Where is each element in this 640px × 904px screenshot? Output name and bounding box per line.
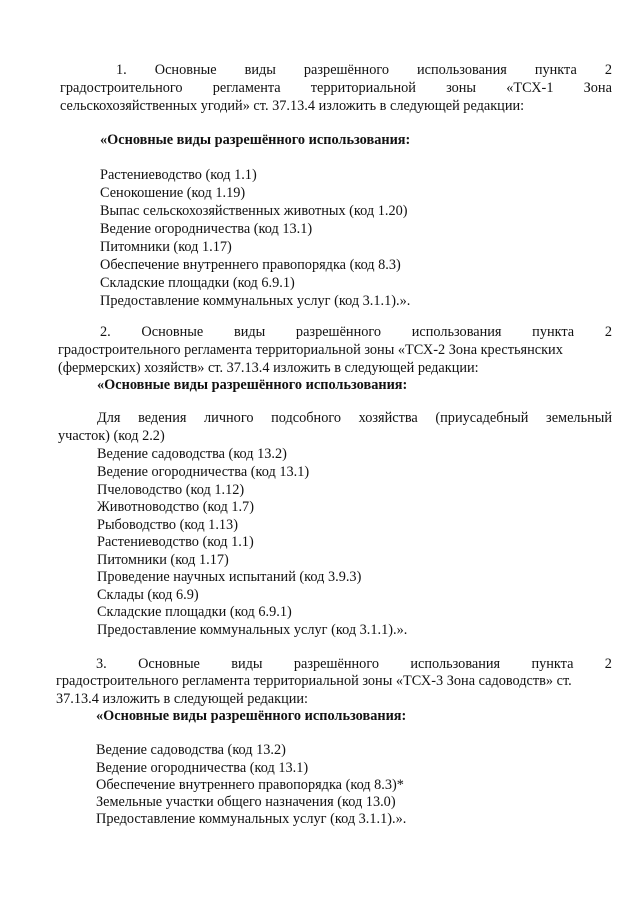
list-item: Обеспечение внутреннего правопорядка (код 8.3) (100, 257, 401, 273)
section3-line3: 37.13.4 изложить в следующей редакции: (56, 691, 309, 707)
section1-line2: градостроительного регламента территориальной зоны «ТСХ-1 Зона (60, 80, 612, 96)
list-item: Ведение огородничества (код 13.1) (96, 760, 309, 776)
list-item: Питомники (код 1.17) (97, 552, 229, 568)
section3-line2: градостроительного регламента территориальной зоны «ТСХ-3 Зона садоводств» ст. (56, 673, 572, 689)
list-item: Ведение огородничества (код 13.1) (100, 221, 313, 237)
list-item: Рыбоводство (код 1.13) (97, 517, 238, 533)
section3-heading: «Основные виды разрешённого использования: (96, 708, 407, 724)
list-item: Растениеводство (код 1.1) (97, 534, 254, 550)
list-item: Предоставление коммунальных услуг (код 3.1.1).». (96, 811, 407, 827)
list-item: Выпас сельскохозяйственных животных (код 1.20) (100, 203, 408, 219)
section2-line3: (фермерских) хозяйств» ст. 37.13.4 изложить в следующей редакции: (58, 360, 479, 376)
section1-heading: «Основные виды разрешённого использования: (100, 132, 411, 148)
s1-number: 1. (116, 62, 127, 78)
list-item: Ведение огородничества (код 13.1) (97, 464, 310, 480)
list-item: Складские площадки (код 6.9.1) (97, 604, 292, 620)
section2-first-item-line2: участок) (код 2.2) (58, 428, 165, 444)
section2-first-item-line1: Для ведения личного подсобного хозяйства (приусадебный земельный (97, 410, 612, 426)
section2-heading: «Основные виды разрешённого использования: (97, 377, 408, 393)
s2-number: 2. (100, 324, 111, 340)
list-item: Сенокошение (код 1.19) (100, 185, 246, 201)
s3-number: 3. (96, 656, 107, 672)
list-item: Предоставление коммунальных услуг (код 3.1.1).». (97, 622, 408, 638)
section3-line1: 3. Основные виды разрешённого использования пункта 2 (96, 656, 612, 672)
section1-line1: 1. Основные виды разрешённого использования пункта 2 (116, 62, 612, 78)
list-item: Земельные участки общего назначения (код 13.0) (96, 794, 396, 810)
list-item: Ведение садоводства (код 13.2) (96, 742, 286, 758)
list-item: Питомники (код 1.17) (100, 239, 232, 255)
list-item: Предоставление коммунальных услуг (код 3.1.1).». (100, 293, 411, 309)
list-item: Пчеловодство (код 1.12) (97, 482, 245, 498)
list-item: Животноводство (код 1.7) (97, 499, 254, 515)
section1-line3: сельскохозяйственных угодий» ст. 37.13.4 изложить в следующей редакции: (60, 98, 525, 114)
list-item: Проведение научных испытаний (код 3.9.3) (97, 569, 362, 585)
section2-line1: 2. Основные виды разрешённого использования пункта 2 (100, 324, 612, 340)
list-item: Ведение садоводства (код 13.2) (97, 446, 287, 462)
list-item: Обеспечение внутреннего правопорядка (код 8.3)* (96, 777, 404, 793)
section2-line2: градостроительного регламента территориальной зоны «ТСХ-2 Зона крестьянских (58, 342, 563, 358)
list-item: Складские площадки (код 6.9.1) (100, 275, 295, 291)
list-item: Растениеводство (код 1.1) (100, 167, 257, 183)
list-item: Склады (код 6.9) (97, 587, 199, 603)
